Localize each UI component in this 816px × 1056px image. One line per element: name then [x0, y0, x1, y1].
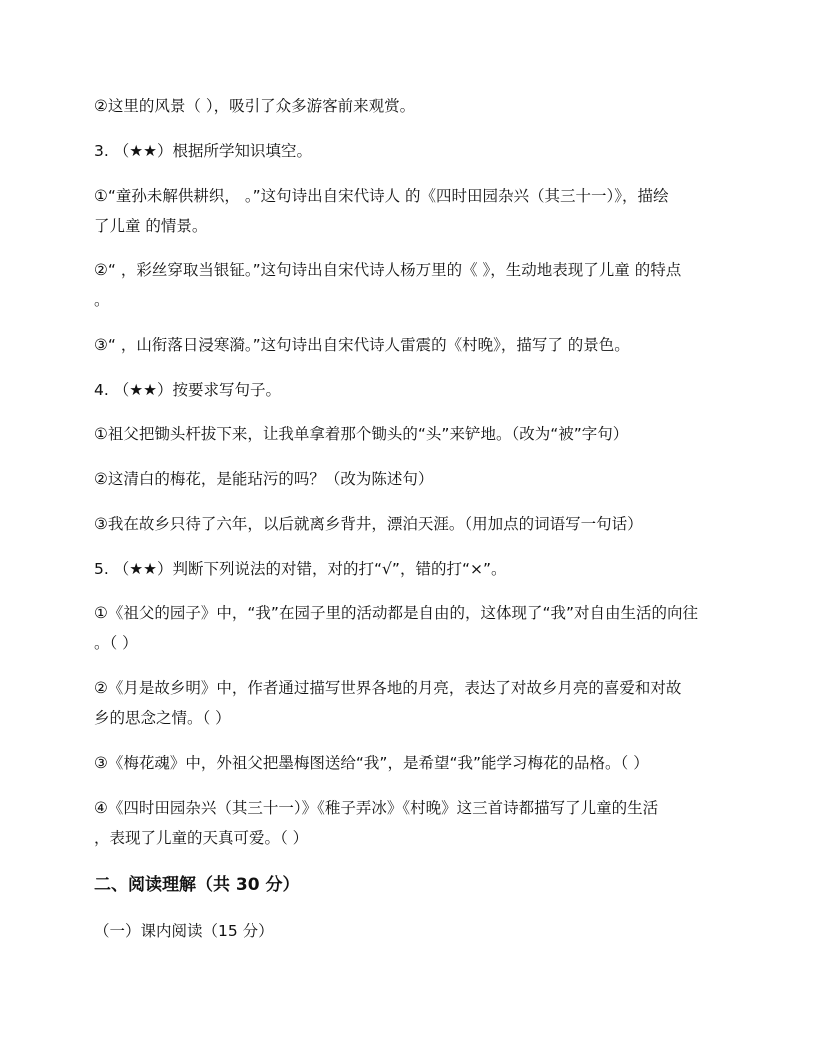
- section-2-heading: 二、阅读理解（共 30 分）: [94, 875, 300, 895]
- q4-item-3: ③我在故乡只待了六年，以后就离乡背井，漂泊天涯。（用加点的词语写一句话）: [94, 515, 643, 533]
- q5-item-1-line-2: 。（ ）: [94, 634, 138, 652]
- q3-heading: 3. （★★）根据所学知识填空。: [94, 142, 313, 160]
- q5-item-4-line-2: ，表现了儿童的天真可爱。（ ）: [94, 829, 309, 847]
- q3-item-3: ③“ ，山衔落日浸寒漪。”这句诗出自宋代诗人雷震的《村晚》，描写了 的景色。: [94, 336, 630, 354]
- q2-item-2: ②这里的风景（ ），吸引了众多游客前来观赏。: [94, 97, 416, 115]
- q5-item-1-line-1: ①《祖父的园子》中，“我”在园子里的活动都是自由的，这体现了“我”对自由生活的向往: [94, 604, 699, 622]
- q5-heading: 5. （★★）判断下列说法的对错，对的打“√”，错的打“×”。: [94, 560, 507, 578]
- q4-item-2: ②这清白的梅花，是能玷污的吗？（改为陈述句）: [94, 470, 434, 488]
- q5-item-4-line-1: ④《四时田园杂兴（其三十一）》《稚子弄冰》《村晚》这三首诗都描写了儿童的生活: [94, 799, 659, 817]
- q3-item-2-line-2: 。: [94, 291, 110, 309]
- subsection-1-heading: （一）课内阅读（15 分）: [94, 922, 274, 940]
- q4-heading: 4. （★★）按要求写句子。: [94, 381, 282, 399]
- q5-item-2-line-1: ②《月是故乡明》中，作者通过描写世界各地的月亮，表达了对故乡月亮的喜爱和对故: [94, 679, 682, 697]
- q3-item-2-line-1: ②“ ，彩丝穿取当银钲。”这句诗出自宋代诗人杨万里的《 》，生动地表现了儿童 的特点: [94, 261, 682, 279]
- q3-item-1-line-2: 了儿童 的情景。: [94, 217, 208, 235]
- q4-item-1: ①祖父把锄头杆拔下来，让我单拿着那个锄头的“头”来铲地。（改为“被”字句）: [94, 425, 629, 443]
- q5-item-3: ③《梅花魂》中，外祖父把墨梅图送给“我”，是希望“我”能学习梅花的品格。（ ）: [94, 754, 649, 772]
- q3-item-1-line-1: ①“童孙未解供耕织， 。”这句诗出自宋代诗人 的《四时田园杂兴（其三十一）》，描绘: [94, 187, 669, 205]
- q5-item-2-line-2: 乡的思念之情。（ ）: [94, 709, 231, 727]
